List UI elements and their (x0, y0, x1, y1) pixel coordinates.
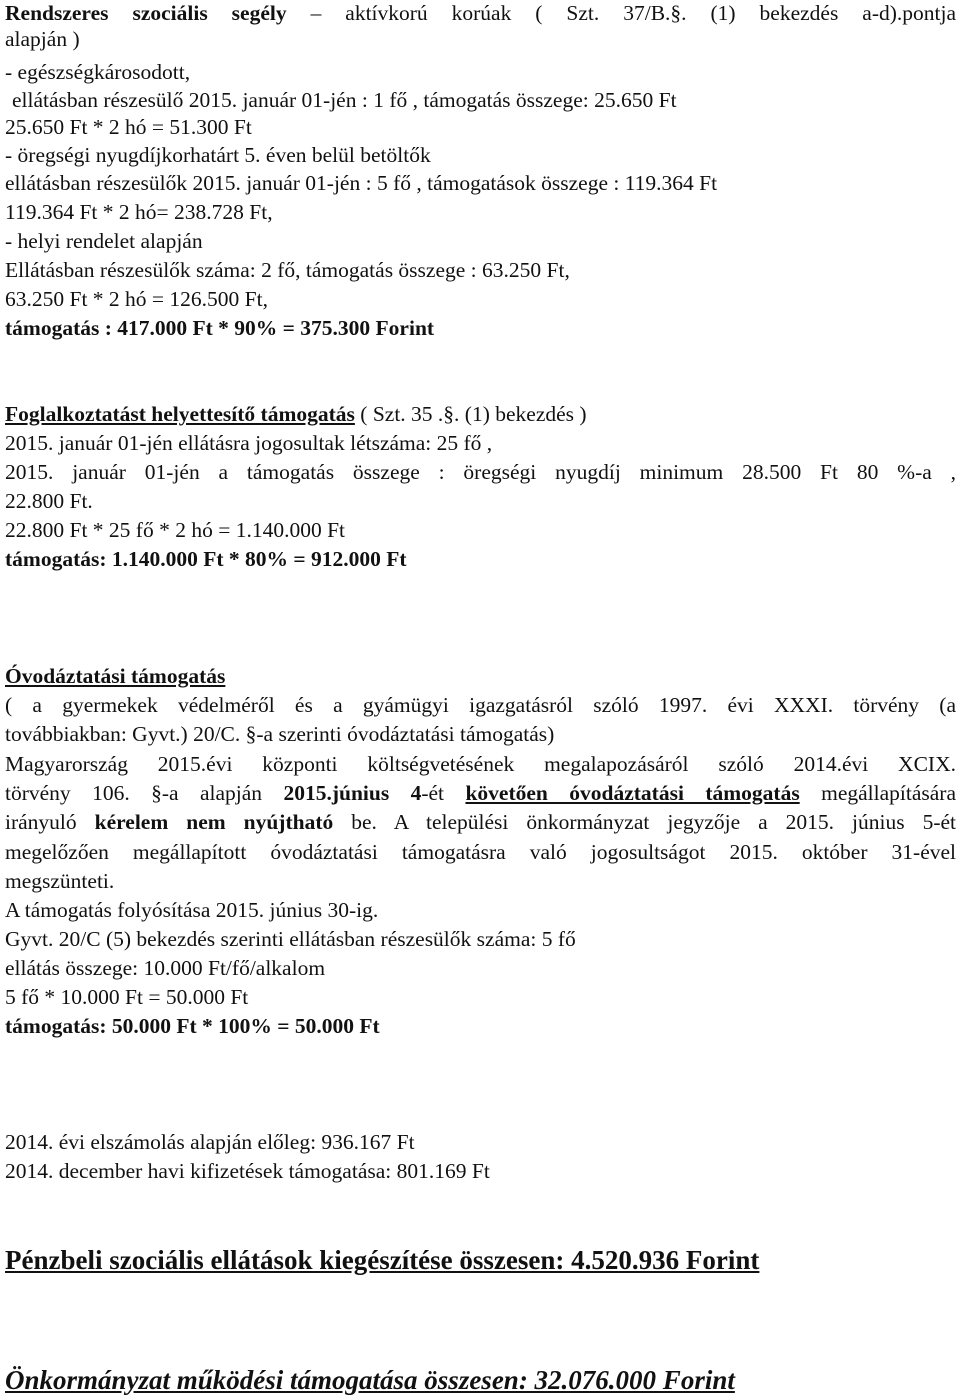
text-line: 63.250 Ft * 2 hó = 126.500 Ft, (5, 287, 268, 311)
text-line: ( a gyermekek védelméről és a gyámügyi igazgatásról szóló 1997. évi XXXI. törvény (a (5, 693, 956, 717)
text-span: megállapítására (799, 781, 956, 805)
total-penzbeli-heading: Pénzbeli szociális ellátások kiegészítése összesen: 4.520.936 Forint (5, 1245, 760, 1275)
text-line-mixed (5, 808, 956, 836)
section-rszs-title-rest: – aktívkorú korúak ( Szt. 37/B.§. (1) bekezdés a-d).pontja (310, 1, 957, 25)
section-fht-total: támogatás: 1.140.000 Ft * 80% = 912.000 Ft (5, 547, 407, 571)
section-rszs-heading (5, 0, 956, 27)
text-span-bold: kérelem nem nyújtható (94, 810, 334, 834)
text-line: - helyi rendelet alapján (5, 229, 203, 253)
text-line: továbbiakban: Gyvt.) 20/C. §-a szerinti óvodáztatási támogatás) (5, 722, 555, 746)
text-line: Gyvt. 20/C (5) bekezdés szerinti ellátásban részesülők száma: 5 fő (5, 927, 576, 951)
text-span-bold-underline: követően óvodáztatási támogatás (465, 781, 800, 805)
section-fht-title: Foglalkoztatást helyettesítő támogatás (5, 402, 355, 426)
text-line: A támogatás folyósítása 2015. június 30-ig. (5, 898, 379, 922)
text-line: 2015. január 01-jén a támogatás összege : öregségi nyugdíj minimum 28.500 Ft 80 %-a , (5, 460, 956, 484)
text-span: be. A települési önkormányzat jegyzője a 2015. június 5-ét (333, 810, 957, 834)
text-line: - egészségkárosodott, (5, 60, 191, 84)
text-line: Ellátásban részesülők száma: 2 fő, támogatás összege : 63.250 Ft, (5, 258, 570, 282)
section-fht-heading (5, 400, 956, 428)
text-line: - öregségi nyugdíjkorhatárt 5. éven belül betöltők (5, 143, 431, 167)
text-line: 2014. december havi kifizetések támogatása: 801.169 Ft (5, 1159, 490, 1183)
total-mukodesi-heading: Önkormányzat működési támogatása összesen: 32.076.000 Forint (5, 1365, 735, 1395)
text-line: 5 fő * 10.000 Ft = 50.000 Ft (5, 985, 249, 1009)
text-line: alapján ) (5, 27, 80, 51)
text-span: irányuló (5, 810, 95, 834)
section-rszs-total: támogatás : 417.000 Ft * 90% = 375.300 Forint (5, 316, 435, 340)
text-line: 119.364 Ft * 2 hó= 238.728 Ft, (5, 200, 273, 224)
section-fht-title-rest: ( Szt. 35 .§. (1) bekezdés ) (354, 402, 587, 426)
text-line: 2014. évi elszámolás alapján előleg: 936.167 Ft (5, 1130, 415, 1154)
text-line-mixed (5, 779, 956, 807)
text-line: megszünteti. (5, 869, 115, 893)
text-span-bold: 2015. (283, 781, 332, 805)
text-line: 2015. január 01-jén ellátásra jogosultak létszáma: 25 fő , (5, 431, 493, 455)
text-line: Magyarország 2015.évi központi költségvetésének megalapozásáról szóló 2014.évi XCIX. (5, 752, 956, 776)
section-ovodaztatasi-total: támogatás: 50.000 Ft * 100% = 50.000 Ft (5, 1014, 380, 1038)
text-span: -ét (421, 781, 466, 805)
text-line: ellátás összege: 10.000 Ft/fő/alkalom (5, 956, 326, 980)
section-ovodaztatasi-title: Óvodáztatási támogatás (5, 664, 226, 688)
text-span-bold: június 4 (331, 781, 422, 805)
text-line: ellátásban részesülők 2015. január 01-jén : 5 fő , támogatások összege : 119.364 Ft (5, 171, 718, 195)
text-line: megelőzően megállapított óvodáztatási támogatásra való jogosultságot 2015. október 31-ével (5, 840, 956, 864)
text-line: 22.800 Ft. (5, 489, 93, 513)
section-rszs-title: Rendszeres szociális segély (5, 1, 287, 25)
text-line: 25.650 Ft * 2 hó = 51.300 Ft (5, 115, 252, 139)
text-span: törvény 106. §-a alapján (5, 781, 284, 805)
text-line: 22.800 Ft * 25 fő * 2 hó = 1.140.000 Ft (5, 518, 346, 542)
text-line: ellátásban részesülő 2015. január 01-jén : 1 fő , támogatás összege: 25.650 Ft (12, 88, 677, 112)
